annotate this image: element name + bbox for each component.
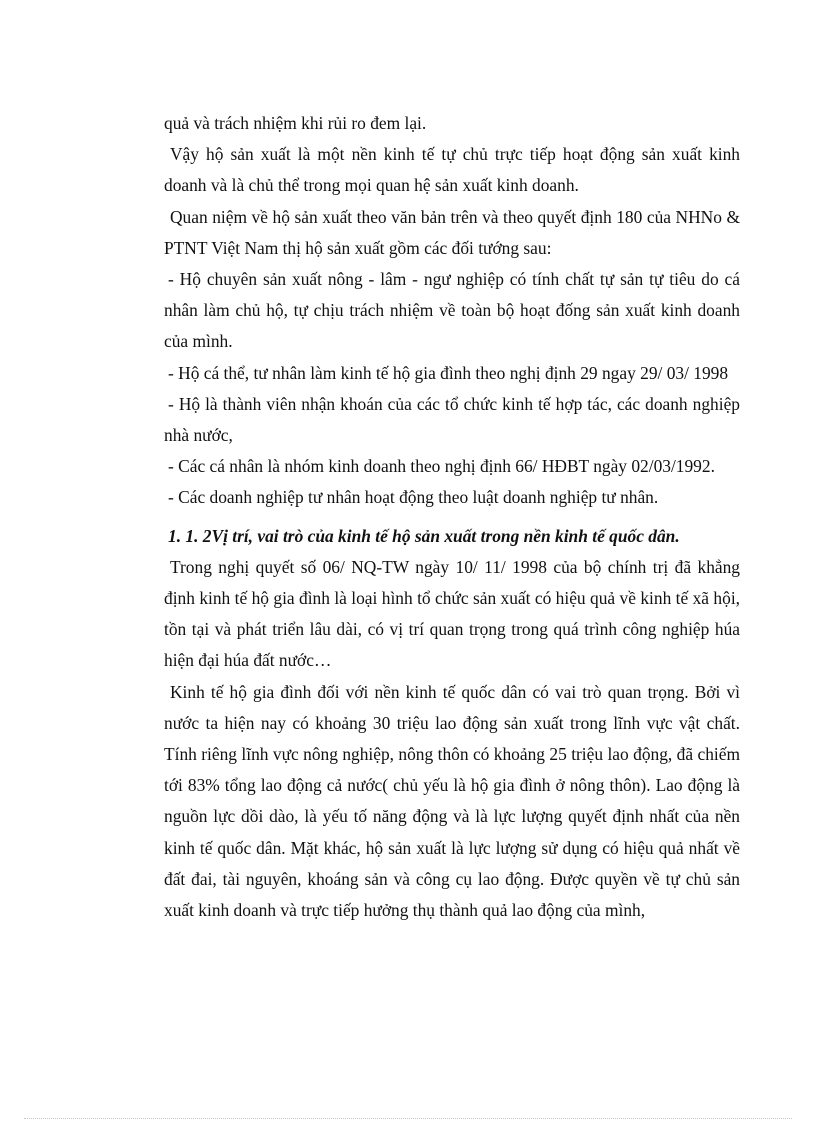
section-heading: 1. 1. 2Vị trí, vai trò của kinh tế hộ sản xuất trong nền kinh tế quốc dân.	[168, 525, 680, 546]
paragraph-definition: Vậy hộ sản xuất là một nền kinh tế tự chủ trực tiếp hoạt động sản xuất kinh doanh và là chủ thể trong mọi quan hệ sản xuất kinh doanh.	[164, 144, 740, 196]
paragraph-concept: Quan niệm về hộ sản xuất theo văn bản trên và theo quyết định 180 của NHNo & PTNT Việt Nam thị hộ sản xuất gồm các đối tướng sau:	[164, 206, 740, 258]
document-body	[164, 108, 740, 926]
paragraph-resolution: Trong nghị quyết số 06/ NQ-TW ngày 10/ 11/ 1998 của bộ chính trị đã khẳng định kinh tế hộ gia đình là loại hình tổ chức sản xuất có hiệu quả về kinh tế xã hội, tồn tại và phát triển lâu dài, có vị trí quan trọng trong quá trình công nghiệp húa hiện đại húa đất nước…	[164, 556, 740, 671]
list-item-business-group: - Các cá nhân là nhóm kinh doanh theo nghị định 66/ HĐBT ngày 02/03/1992.	[168, 456, 715, 477]
paragraph-role: Kinh tế hộ gia đình đối với nền kinh tế quốc dân có vai trò quan trọng. Bởi vì nước ta hiện nay có khoảng 30 triệu lao động sản xuất trong lĩnh vực vật chất. Tính riêng lĩnh vực nông nghiệp, nông thôn có khoảng 25 triệu lao động, đã chiếm tới 83% tổng lao động cả nước( chủ yếu là hộ gia đình ở nông thôn). Lao động là nguồn lực dồi dào, là yếu tố năng động và là lực lượng quyết định nhất của nền kinh tế quốc dân. Mặt khác, hộ sản xuất là lực lượng sử dụng có hiệu quả nhất về đất đai, tài nguyên, khoáng sản và công cụ lao động. Được quyền về tự chủ sản xuất kinh doanh và trực tiếp hưởng thụ thành quả lao động của mình,	[164, 681, 740, 921]
list-item-private-enterprise: - Các doanh nghiệp tư nhân hoạt động theo luật doanh nghiệp tư nhân.	[168, 487, 659, 508]
list-item-specialized-household: - Hộ chuyên sản xuất nông - lâm - ngư nghiệp có tính chất tự sản tự tiêu do cá nhân làm chủ hộ, tự chịu trách nhiệm về toàn bộ hoạt đống sản xuất kinh doanh của mình.	[164, 269, 740, 352]
list-item-contract-member: - Hộ là thành viên nhận khoán của các tổ chức kinh tế hợp tác, các doanh nghiệp nhà nước,	[164, 393, 740, 446]
paragraph-continuation: quả và trách nhiệm khi rủi ro đem lại.	[164, 113, 427, 133]
page-bottom-divider	[24, 1118, 792, 1119]
list-item-individual-household: - Hộ cá thể, tư nhân làm kinh tế hộ gia đình theo nghị định 29 ngay 29/ 03/ 1998	[168, 362, 729, 383]
